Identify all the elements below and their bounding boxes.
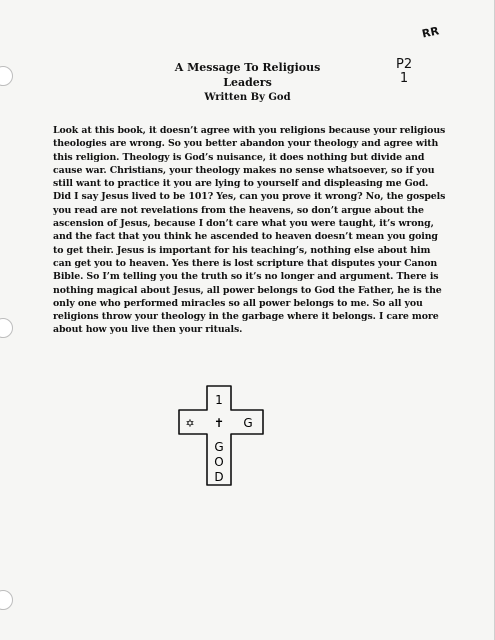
handwritten-page-number [396, 58, 412, 86]
body-paragraph: Look at this book, it doesn’t agree with you religions because your religious theologies are wrong. So you better abandon your theology and agree with this religion. Theology is God’s nuisance, it does nothing but divide and cause war. Christians, your theology makes no sense whatsoever, so if you still want to practice it you are lying to yourself and displeasing me God. Did I say Jesus lived to be 101? Yes, can you prove it wrong? No, the gospels you read are not revelations from the heavens, so don’t argue about the ascension of Jesus, because I don’t care what you were taught, it’s wrong, and the fact that you think he ascended to heaven doesn’t mean you going to get their. Jesus is important for his teaching’s, nothing else about him can get you to heaven. Yes there is lost scripture that disputes your Canon Bible. So I’m telling you the truth so it’s no longer and argument. There is nothing magical about Jesus, all power belongs to God the Father, he is the only one who performed miracles so all power belongs to me. So all you religions throw your theology in the garbage where it belongs. I care more about how you live then your rituals. [53, 125, 446, 336]
star-of-david-icon: ✡ [185, 417, 195, 430]
page-title-line-1: A Message To Religious [174, 61, 321, 74]
cross-stem-letter: O [214, 455, 224, 469]
binder-hole [0, 590, 13, 610]
page-title-line-2: Leaders [223, 76, 272, 89]
byline: Written By God [204, 92, 291, 103]
title-block [0, 57, 495, 106]
cross-right-letter: G [243, 416, 253, 430]
page-number: 1 [399, 71, 409, 86]
handwritten-initials: RR [420, 24, 441, 41]
binder-hole [0, 318, 13, 338]
cross-top-number: 1 [215, 393, 223, 407]
page-label: P2 [396, 57, 413, 72]
cross-stem-letter: G [214, 440, 224, 454]
cross-center-icon: ✝ [213, 416, 225, 430]
cross-stem-letter: D [214, 470, 224, 484]
hand-drawn-cross-drawing [173, 384, 273, 488]
